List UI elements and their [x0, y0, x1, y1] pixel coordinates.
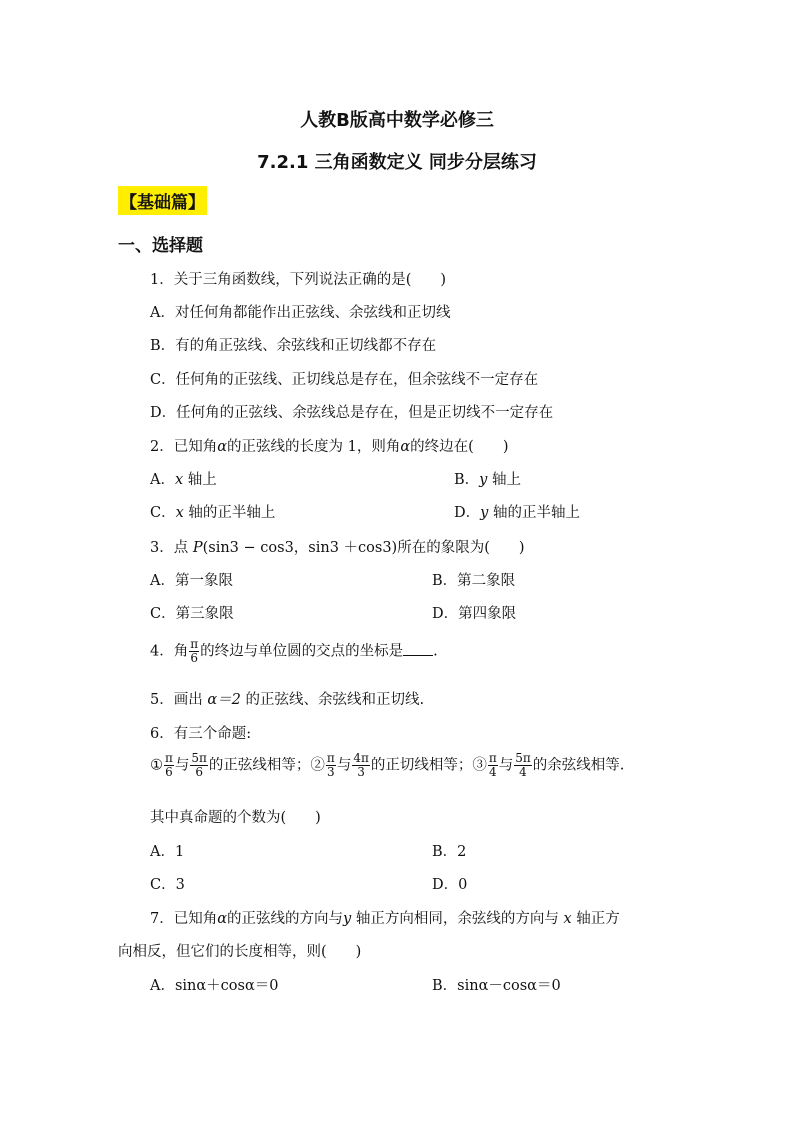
q6-propositions: ① $\frac{\pi}{6}$ 与 $\frac{5\pi}{6}$ 的正弦线相等；② $\frac{\pi}{3}$ 与 $\frac{4\pi}{3}$ 的正切线相等；③ $\frac{\pi}{4}$ 与 $\frac{5\pi}{4}$ 的余弦线相等.: [150, 751, 625, 779]
q2-option-b: B．y 轴上: [454, 472, 521, 488]
q6-option-d: D．0: [432, 877, 468, 893]
q6-option-b: B．2: [432, 844, 467, 860]
q2-option-c: C．x 轴的正半轴上: [150, 505, 276, 521]
q7-stem-line1: 7．已知角α的正弦线的方向与y 轴正方向相同，余弦线的方向与 x 轴正方: [150, 911, 620, 927]
answer-blank: [403, 641, 433, 656]
q6-option-c: C．3: [150, 877, 185, 893]
q1-option-a: A．对任何角都能作出正弦线、余弦线和正切线: [150, 305, 451, 321]
q5-stem: 5．画出 α＝2 的正弦线、余弦线和正切线.: [150, 692, 425, 708]
section-badge: 【基础篇】: [118, 186, 207, 215]
q3-stem: 3．点 P(sin3 − cos3，sin3 ＋cos3)所在的象限为( ): [150, 540, 525, 556]
q7-option-b: B．sinα－cosα＝0: [432, 978, 561, 994]
section-title: 一、选择题: [118, 236, 203, 256]
q7-stem-line2: 向相反，但它们的长度相等，则( ): [118, 944, 362, 960]
document-subtitle: 7.2.1 三角函数定义 同步分层练习: [257, 152, 537, 173]
fraction-pi-over-6: $\frac{\pi}{6}$: [190, 637, 199, 665]
q2-option-d: D．y 轴的正半轴上: [454, 505, 580, 521]
q6-option-a: A．1: [150, 844, 185, 860]
q1-option-c: C．任何角的正弦线、正切线总是存在，但余弦线不一定存在: [150, 372, 539, 388]
q3-option-a: A．第一象限: [150, 573, 233, 589]
q6-stem: 6．有三个命题:: [150, 726, 252, 742]
q7-option-a: A．sinα＋cosα＝0: [150, 978, 279, 994]
q1-stem: 1．关于三角函数线，下列说法正确的是( ): [150, 272, 447, 288]
q4-stem: 4．角 $\frac{\pi}{6}$ 的终边与单位圆的交点的坐标是 .: [150, 637, 438, 665]
q2-option-a: A．x 轴上: [150, 472, 217, 488]
q6-question: 其中真命题的个数为( ): [150, 810, 321, 826]
q2-stem: 2．已知角α的正弦线的长度为 1，则角α的终边在( ): [150, 439, 509, 455]
q3-option-c: C．第三象限: [150, 606, 234, 622]
q1-option-b: B．有的角正弦线、余弦线和正切线都不存在: [150, 338, 437, 354]
q1-option-d: D．任何角的正弦线、余弦线总是存在，但是正切线不一定存在: [150, 405, 554, 421]
q3-option-b: B．第二象限: [432, 573, 516, 589]
document-title: 人教B版高中数学必修三: [300, 110, 494, 131]
q3-option-d: D．第四象限: [432, 606, 517, 622]
